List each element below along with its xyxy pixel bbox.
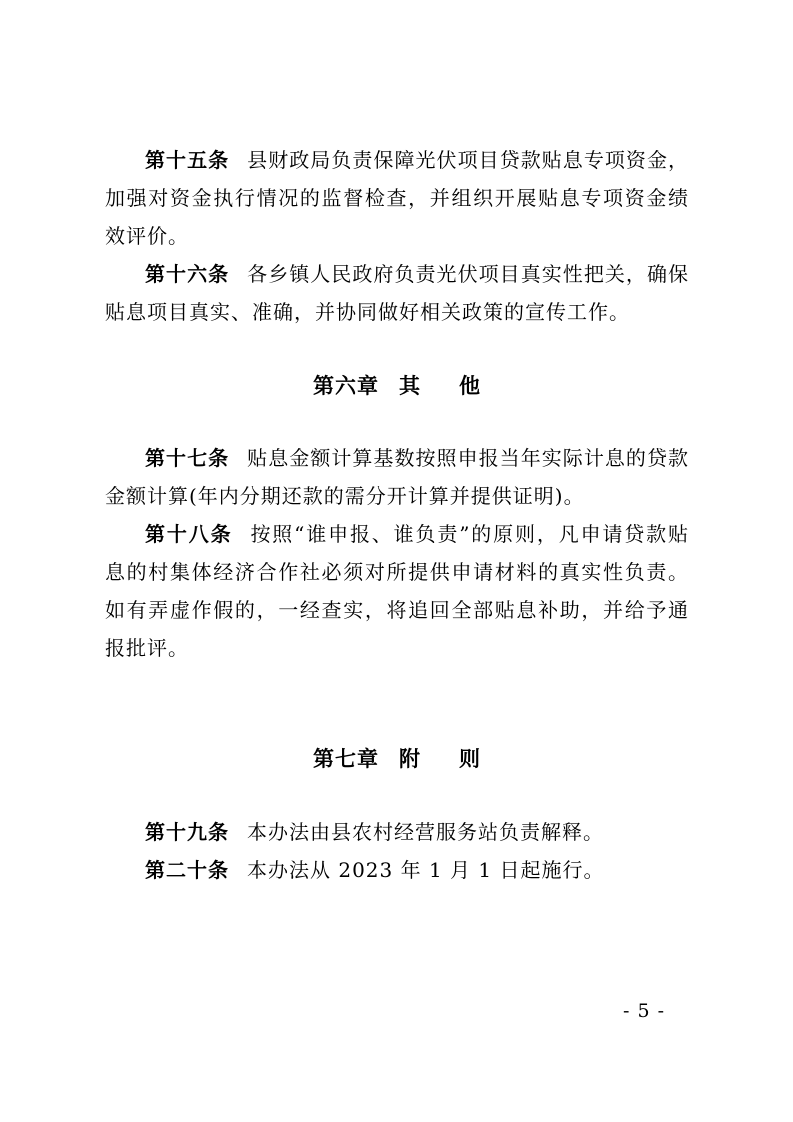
- chapter-number: 第七章: [313, 747, 379, 771]
- page-number: - 5 -: [622, 1000, 665, 1022]
- article-text: 按照“谁申报、谁负责”的原则，凡申请贷款贴息的村集体经济合作社必须对所提供申请材料的真实性负责。如有弄虚作假的，一经查实，将追回全部贴息补助，并给予通报批评。: [105, 522, 690, 660]
- article-text: 本办法从 2023 年 1 月 1 日起施行。: [247, 858, 605, 882]
- article-label: 第十八条: [145, 522, 233, 546]
- article-text: 贴息金额计算基数按照申报当年实际计息的贷款金额计算(年内分期还款的需分开计算并提供证明)。: [105, 446, 690, 508]
- article-19: [105, 813, 689, 851]
- article-20: [105, 851, 689, 889]
- article-17: [105, 439, 689, 515]
- article-label: 第十五条: [145, 148, 230, 172]
- chapter-title-part: 他: [459, 374, 481, 398]
- chapter-number: 第六章: [313, 374, 379, 398]
- article-18: [105, 515, 689, 667]
- article-16: [105, 255, 689, 331]
- article-15: [105, 141, 689, 255]
- article-text: 县财政局负责保障光伏项目贷款贴息专项资金，加强对资金执行情况的监督检查，并组织开展贴息专项资金绩效评价。: [105, 148, 690, 248]
- article-label: 第十六条: [145, 262, 230, 286]
- article-text: 本办法由县农村经营服务站负责解释。: [247, 820, 604, 844]
- chapter-6-heading: [105, 370, 689, 400]
- article-label: 第十九条: [145, 820, 229, 844]
- chapter-title-part: 则: [459, 747, 481, 771]
- chapter-title-part: 附: [399, 747, 421, 771]
- chapter-title-part: 其: [399, 374, 421, 398]
- article-label: 第十七条: [145, 446, 230, 470]
- article-label: 第二十条: [145, 858, 229, 882]
- chapter-7-heading: [105, 743, 689, 773]
- article-text: 各乡镇人民政府负责光伏项目真实性把关，确保贴息项目真实、准确，并协同做好相关政策的宣传工作。: [105, 262, 690, 324]
